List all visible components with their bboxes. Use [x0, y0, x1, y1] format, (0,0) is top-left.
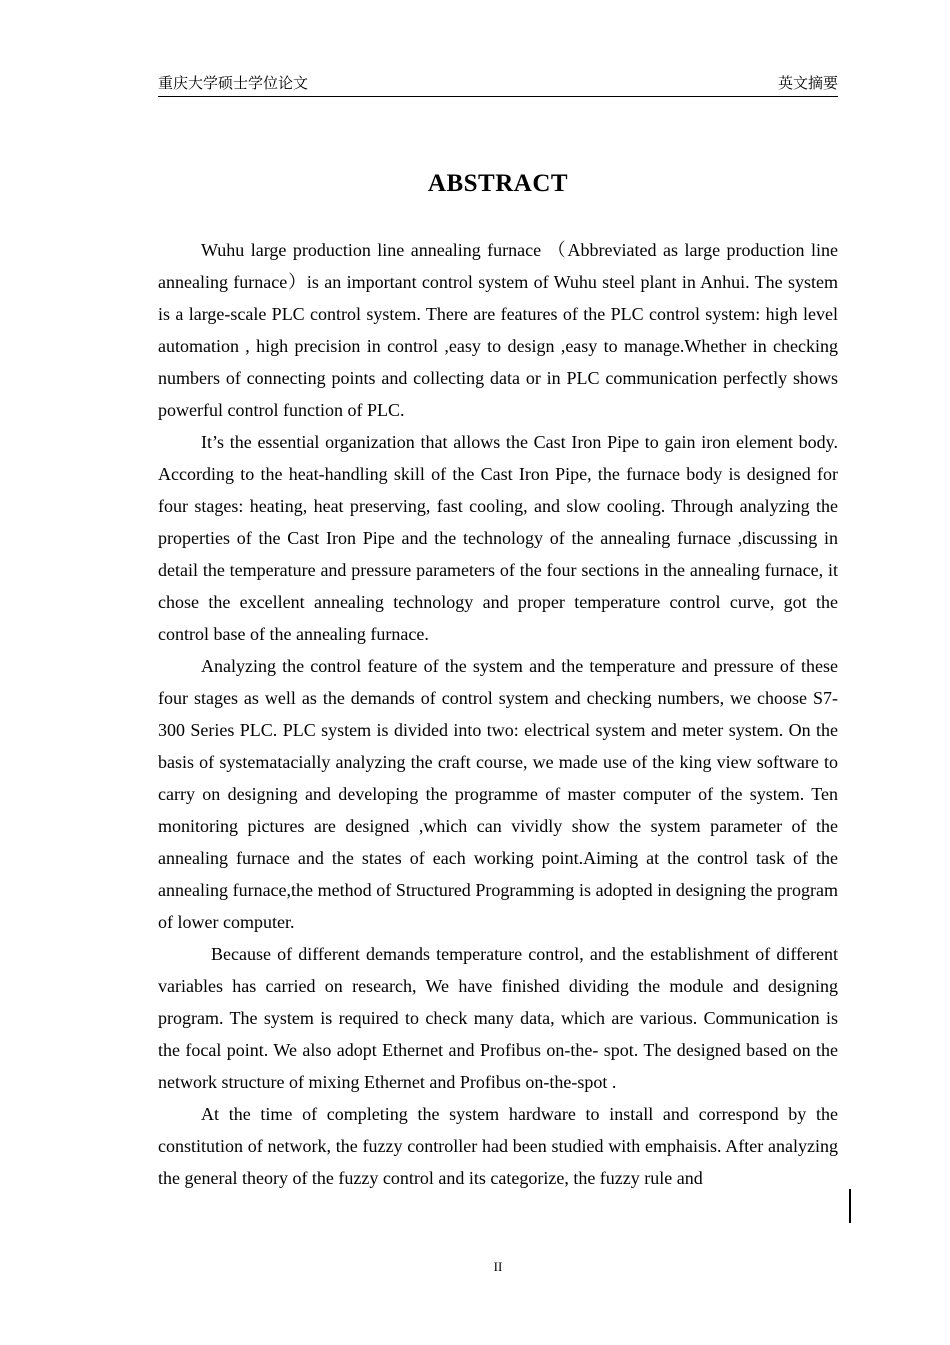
abstract-paragraph-1: Wuhu large production line annealing furnace （Abbreviated as large production line annealing furnace）is an important control system of Wuhu steel plant in Anhui. The system is a large-scale PLC control system. There are features of the PLC control system: high level automation , high precision in control ,easy to design ,easy to manage.Whether in checking numbers of connecting points and collecting data or in PLC communication perfectly shows powerful control function of PLC. [158, 240, 838, 420]
abstract-body [158, 234, 838, 1194]
abstract-paragraph-4: Because of different demands temperature control, and the establishment of different variables has carried on research, We have finished dividing the module and designing program. The system is required to check many data, which are various. Communication is the focal point. We also adopt Ethernet and Profibus on-the- spot. The designed based on the network structure of mixing Ethernet and Profibus on-the-spot . [158, 944, 838, 1092]
abstract-heading: ABSTRACT [427, 170, 569, 197]
header-section-name: 英文摘要 [777, 74, 838, 92]
page-number: II [493, 1259, 503, 1274]
page-header [158, 72, 838, 97]
margin-change-bar [849, 1189, 851, 1223]
abstract-paragraph-2: It’s the essential organization that allows the Cast Iron Pipe to gain iron element body. According to the heat-handling skill of the Cast Iron Pipe, the furnace body is designed for four stages: heating, heat preserving, fast cooling, and slow cooling. Through analyzing the properties of the Cast Iron Pipe and the technology of the annealing furnace ,discussing in detail the temperature and pressure parameters of the four sections in the annealing furnace, it chose the excellent annealing technology and proper temperature control curve, got the control base of the annealing furnace. [158, 432, 838, 644]
abstract-paragraph-5: At the time of completing the system hardware to install and correspond by the constitution of network, the fuzzy controller had been studied with emphaisis. After analyzing the general theory of the fuzzy control and its categorize, the fuzzy rule and [158, 1104, 838, 1188]
abstract-paragraph-3: Analyzing the control feature of the system and the temperature and pressure of these four stages as well as the demands of control system and checking numbers, we choose S7-300 Series PLC. PLC system is divided into two: electrical system and meter system. On the basis of systematacially analyzing the craft course, we made use of the king view software to carry on designing and developing the programme of master computer of the system. Ten monitoring pictures are designed ,which can vividly show the system parameter of the annealing furnace and the states of each working point.Aiming at the control task of the annealing furnace,the method of Structured Programming is adopted in designing the program of lower computer. [158, 656, 838, 932]
header-thesis-title: 重庆大学硕士学位论文 [158, 74, 309, 92]
